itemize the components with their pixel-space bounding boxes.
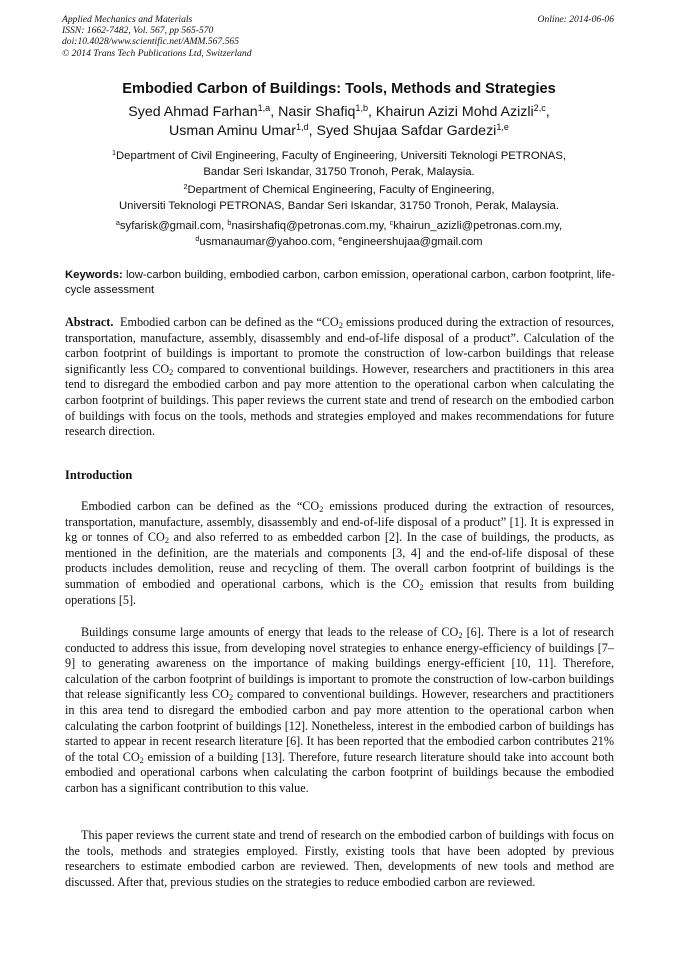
email[interactable] xyxy=(390,220,559,232)
email-separator: , xyxy=(383,220,390,232)
author-affiliation-mark: 1,d xyxy=(295,121,309,132)
email-mark: a xyxy=(115,218,120,228)
author-affiliation-mark: 1,b xyxy=(355,103,369,114)
keywords-text: low-carbon building, embodied carbon, carbon emission, operational carbon, carbon footprint, life-cycle assessment xyxy=(65,269,615,297)
author-separator: , xyxy=(545,104,550,120)
email-separator: , xyxy=(558,220,563,232)
affiliation-line: Universiti Teknologi PETRONAS, Bandar Seri Iskandar, 31750 Tronoh, Perak, Malaysia. xyxy=(119,199,559,212)
paragraph xyxy=(65,625,614,797)
email-separator: , xyxy=(332,235,339,248)
author-separator: , xyxy=(270,104,279,120)
author-separator: , xyxy=(308,122,317,139)
subscript: 2 xyxy=(458,630,463,640)
affiliation-mark: 2 xyxy=(183,182,188,192)
subscript: 2 xyxy=(169,367,174,377)
journal-issn: ISSN: 1662-7482, Vol. 567, pp 565-570 xyxy=(62,25,214,37)
abstract-label: Abstract. xyxy=(65,315,114,329)
paragraph-text: emission of a building [13]. Therefore, future research literature should take into account both embodied and operational carbons when calculating the carbon footprint of buildings because the embodied carbon has a significant contribution to this value. xyxy=(65,749,614,795)
abstract-text: compared to conventional buildings. However, researchers and practitioners in this area tend to disregard the embodied carbon and pay more attention to the operational carbon when calculating the carbon footprint of buildings. This paper reviews the current state and trend of research on the embodied carbon of buildings with focus on the tools, methods and strategies employed and makes recommendations for future research direction. xyxy=(65,361,614,439)
author-emails xyxy=(40,219,638,250)
abstract xyxy=(65,315,614,440)
affiliation-line: Department of Chemical Engineering, Faculty of Engineering, xyxy=(187,184,495,196)
affiliation-line: Department of Civil Engineering, Faculty of Engineering, Universiti Teknologi PETRONAS, xyxy=(116,150,566,162)
email[interactable] xyxy=(227,220,383,232)
paragraph-text: [6]. There is a lot of research conducted to address this issue, from developing novel strategies to enhance energy-efficiency of buildings [7–9] to generating awareness on the importance of making buildings energy-efficient [10, 11]. Therefore, calculation of the carbon footprint of buildings is important to promote the construction of low-carbon buildings that release significantly less CO xyxy=(65,625,614,702)
abstract-text: emissions produced during the extraction of resources, transportation, manufacture, assembly, disassembly and end-of-life disposal of a product”. Calculation of the carbon footprint of buildings is important to promote the construction of low-carbon buildings that release significantly less CO xyxy=(65,315,615,376)
subscript: 2 xyxy=(228,693,234,703)
author-affiliation-mark: 2,c xyxy=(533,103,546,114)
author-affiliation-mark: 1,a xyxy=(257,103,271,114)
email[interactable] xyxy=(116,220,221,232)
author-name: Syed Ahmad Farhan xyxy=(128,104,258,120)
author-list xyxy=(40,103,638,140)
author-separator: , xyxy=(368,104,376,120)
author-name: Khairun Azizi Mohd Azizli xyxy=(375,104,534,120)
keywords-label: Keywords: xyxy=(65,269,123,281)
keywords xyxy=(65,268,615,298)
email-address: engineershujaa@gmail.com xyxy=(342,235,483,248)
author-affiliation-mark: 1,e xyxy=(496,121,509,132)
email-separator: , xyxy=(221,220,228,232)
affiliation-2 xyxy=(40,183,638,214)
paragraph-text: Buildings consume large amounts of energy that leads to the release of CO xyxy=(81,625,459,639)
section-heading-introduction: Introduction xyxy=(65,468,133,482)
paragraph-text: compared to conventional buildings. However, researchers and practitioners in this area tend to disregard the embodied carbon and pay more attention to the operational carbon when calculating the carbon footprint of buildings [12]. Nonetheless, interest in the embodied carbon of buildings has started to appear in recent research literature [6]. It has been reported that the embodied carbon contributes 21% of the total CO xyxy=(65,687,614,764)
subscript: 2 xyxy=(164,536,169,545)
paragraph: This paper reviews the current state and trend of research on the embodied carbon of buildings with focus on the tools, methods and strategies employed. Firstly, existing tools that have been adopted by previous researchers to estimate embodied carbon are reviewed. Then, developments of new tools and method are discussed. After that, previous studies on the strategies to reduce embodied carbon are reviewed. xyxy=(65,828,614,889)
email-address: syfarisk@gmail.com xyxy=(119,220,222,232)
email-mark: b xyxy=(227,218,232,228)
paragraph-text: emissions produced during the extraction of resources, transportation, manufacture, assembly, disassembly and end-of-life disposal of a product” [1]. It is expressed in kg or tonnes of CO xyxy=(65,499,614,545)
author xyxy=(376,104,550,120)
paragraph-text: emission that results from building operations [5]. xyxy=(65,576,615,607)
email-mark: c xyxy=(389,218,394,228)
online-date: Online: 2014-06-06 xyxy=(537,14,614,25)
paragraph-text: Embodied carbon can be defined as the “CO xyxy=(81,499,320,513)
email-mark: d xyxy=(195,233,200,243)
journal-name: Applied Mechanics and Materials xyxy=(62,14,193,25)
paper-title: Embodied Carbon of Buildings: Tools, Methods and Strategies xyxy=(122,81,556,97)
email[interactable] xyxy=(195,233,333,248)
subscript: 2 xyxy=(419,582,424,592)
subscript: 2 xyxy=(139,755,144,765)
author xyxy=(278,104,376,120)
email[interactable] xyxy=(338,233,483,248)
author xyxy=(128,104,278,120)
author-name: Nasir Shafiq xyxy=(278,104,356,120)
email-address: nasirshafiq@petronas.com.my xyxy=(231,220,384,232)
subscript: 2 xyxy=(319,504,324,514)
subscript: 2 xyxy=(338,320,343,330)
email-address: khairun_azizli@petronas.com.my xyxy=(393,220,559,232)
affiliation-line: Bandar Seri Iskandar, 31750 Tronoh, Perak, Malaysia. xyxy=(203,165,475,178)
author xyxy=(169,123,316,139)
affiliation-1 xyxy=(40,149,638,180)
paragraph-text: and also referred to as embedded carbon [2]. In the case of buildings, the products, as mentioned in the definition, are the materials and components [3, 4] and the end-of-life disposal of these products includes demolition, reuse and recycling of them. The overall carbon footprint of buildings is the summation of embodied and operational carbons, which is the CO xyxy=(65,530,614,591)
paragraph xyxy=(65,499,614,608)
email-address: usmanaumar@yahoo.com xyxy=(199,235,333,248)
author xyxy=(317,123,509,139)
affiliation-mark: 1 xyxy=(111,148,116,158)
author-name: Usman Aminu Umar xyxy=(169,122,296,139)
journal-metadata xyxy=(62,14,252,59)
journal-copyright: © 2014 Trans Tech Publications Ltd, Switzerland xyxy=(62,47,252,59)
abstract-text: Embodied carbon can be defined as the “CO xyxy=(120,315,339,329)
journal-doi: doi:10.4028/www.scientific.net/AMM.567.565 xyxy=(62,36,240,48)
author-name: Syed Shujaa Safdar Gardezi xyxy=(316,122,497,139)
email-mark: e xyxy=(338,233,343,243)
